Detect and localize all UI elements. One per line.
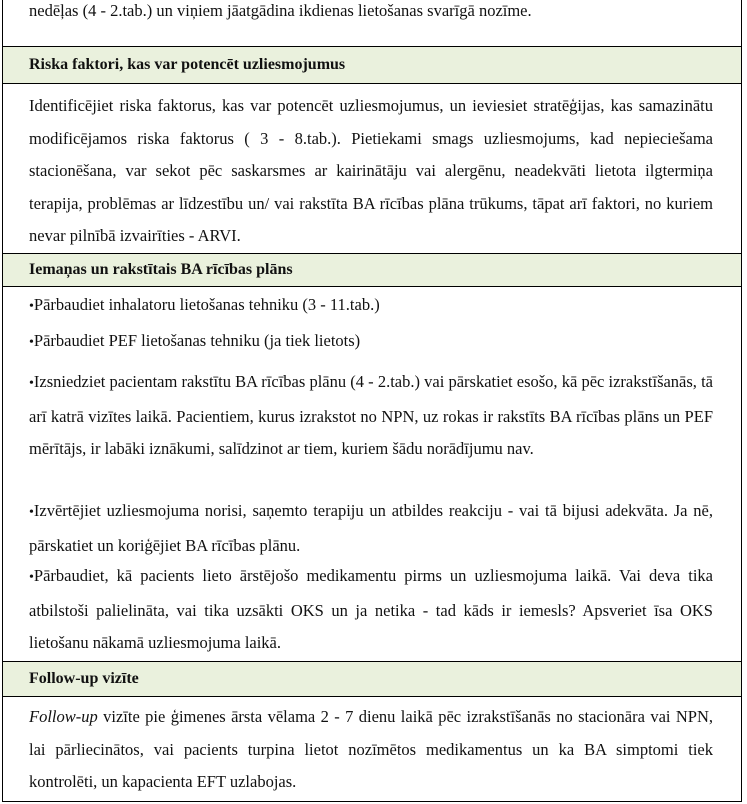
section-body-risk-factors [3,84,741,253]
previous-row-text: nedēļas (4 - 2.tab.) un viņiem jāatgādina ikdienas lietošanas svarīgā nozīme. [29,1,532,20]
follow-up-paragraph [29,701,713,799]
previous-row [3,0,741,46]
section-header-action-plan [3,253,741,287]
bullet-icon: • [29,299,34,314]
bullet-icon: • [29,335,34,350]
follow-up-text: vizīte pie ģimenes ārsta vēlama 2 - 7 dienu laikā pēc izrakstīšanās no stacionāra vai NPN, lai pārliecinātos, vai pacients turpina lietot nozīmētos medikamentus un ka BA simptomi tiek kontrolēti, un kapacienta EFT uzlabojas. [29,707,713,791]
bullet-text: Pārbaudiet inhalatoru lietošanas tehniku (3 - 11.tab.) [33,295,380,314]
bullet-text: Pārbaudiet PEF lietošanas tehniku (ja tiek lietots) [33,331,361,350]
list-item [29,329,713,355]
section-title-risk-factors: Riska faktori, kas var potencēt uzliesmojumus [29,56,346,73]
bullet-icon: • [29,505,34,520]
bullet-icon: • [29,376,34,391]
bullet-text: Izvērtējiet uzliesmojuma norisi, saņemto terapiju un atbildes reakciju - vai tā bijusi adekvāta. Ja nē, pārskatiet un koriģējiet BA rīcības plānu. [29,501,713,555]
follow-up-italic-term: Follow-up [29,707,98,726]
section-title-follow-up: Follow-up vizīte [29,670,139,687]
section-body-action-plan [3,287,741,661]
bullet-text: Izsniedziet pacientam rakstītu BA rīcības plānu (4 - 2.tab.) vai pārskatiet esošo, kā pēc izrakstīšanās, tā arī katrā vizītes laikā. Pacientiem, kurus izrakstot no NPN, uz rokas ir rakstīts BA rīcības plāns un PEF mērītājs, ir labāki iznākumi, salīdzinot ar tiem, kuriem šādu norādījumu nav. [29,372,713,458]
section-header-risk-factors [3,46,741,84]
list-item [29,366,713,466]
section-header-follow-up [3,661,741,697]
list-item [29,560,713,660]
section-title-action-plan: Iemaņas un rakstītais BA rīcības plāns [29,261,293,278]
risk-factors-paragraph: Identificējiet riska faktorus, kas var potencēt uzliesmojumus, un ieviesiet stratēģijas, kas samazinātu modificējamos riska faktorus ( 3 - 8.tab.). Pietiekami smags uzliesmojums, kad nepieciešama stacionēšana, var sekot pēc saskarsmes ar kairinātāju vai alergēnu, neadekvāti lietota ilgtermiņa terapija, problēmas ar līdzestību un/ vai rakstīta BA rīcības plāna trūkums, tāpat arī faktori, no kuriem nevar pilnībā izvairīties - ARVI. [29,96,713,245]
bullet-text: Pārbaudiet, kā pacients lieto ārstējošo medikamentu pirms un uzliesmojuma laikā. Vai deva tika atbilstoši palielināta, vai tika uzsākti OKS un ja netika - tad kāds ir iemesls? Apsveriet īsa OKS lietošanu nākamā uzliesmojuma laikā. [29,566,713,652]
guideline-table [2,0,742,802]
list-item [29,293,713,319]
section-body-follow-up [3,697,741,802]
bullet-icon: • [29,570,34,585]
list-item [29,495,713,562]
